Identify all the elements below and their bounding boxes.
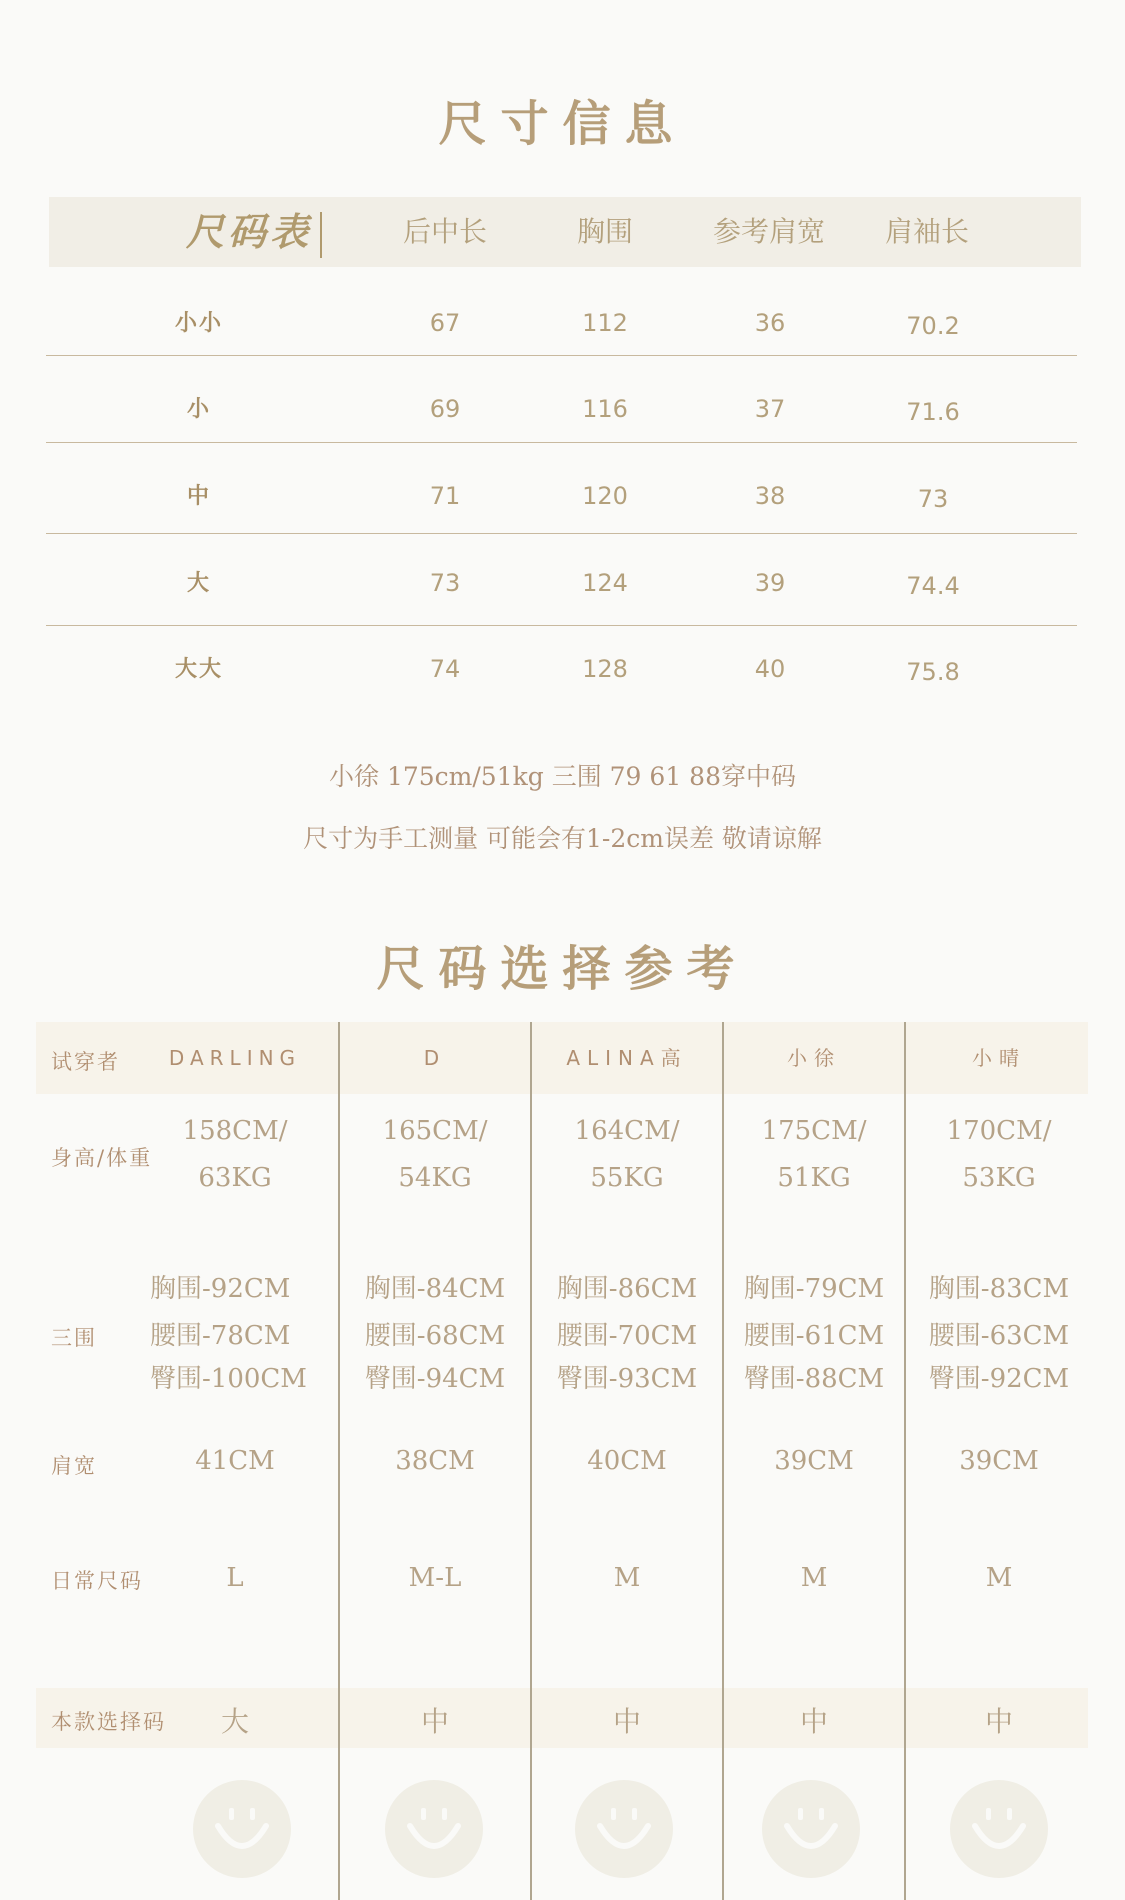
table-cell: 75.8 (906, 658, 960, 686)
column-header-bust: 胸围 (576, 215, 633, 248)
tester-bust: 胸围-83CM (928, 1274, 1070, 1304)
row-label-height-weight: 身高/体重 (51, 1146, 153, 1170)
row-label-chosen-size: 本款选择码 (51, 1710, 166, 1734)
tester-waist: 腰围-61CM (743, 1321, 885, 1351)
tester-shoulder: 38CM (395, 1446, 475, 1476)
tester-hip: 臀围-93CM (556, 1364, 698, 1394)
table-cell: 39 (754, 569, 786, 597)
row-divider (46, 533, 1077, 534)
row-divider (46, 442, 1077, 443)
table-row (0, 626, 1125, 712)
size-reference-title: 尺码选择参考 (376, 941, 749, 997)
tester-height: 165CM/ (382, 1116, 488, 1146)
table-cell: 73 (917, 485, 949, 513)
tester-daily-size: M (800, 1563, 828, 1593)
tester-weight: 51KG (777, 1163, 851, 1193)
tester-bust: 胸围-84CM (364, 1274, 506, 1304)
tester-height: 170CM/ (946, 1116, 1052, 1146)
model-note: 小徐 175cm/51kg 三围 79 61 88穿中码 (329, 762, 796, 791)
table-row (0, 366, 1125, 452)
tester-weight: 63KG (198, 1163, 272, 1193)
row-label-shoulder: 肩宽 (51, 1454, 97, 1478)
column-header-back-length: 后中长 (402, 215, 487, 248)
table-row (0, 280, 1125, 366)
row-label-measurements: 三围 (51, 1326, 97, 1350)
table-cell: 69 (429, 395, 461, 423)
size-table-header (49, 197, 1081, 267)
smiley-face-icon (950, 1780, 1048, 1878)
smiley-face-icon (575, 1780, 673, 1878)
size-info-title: 尺寸信息 (438, 96, 687, 152)
table-cell: 116 (582, 395, 628, 423)
size-name: 小小 (174, 310, 223, 336)
smiley-face-icon (193, 1780, 291, 1878)
tester-shoulder: 41CM (195, 1446, 275, 1476)
tester-waist: 腰围-70CM (556, 1321, 698, 1351)
table-row (0, 453, 1125, 539)
table-cell: 120 (582, 482, 628, 510)
row-divider (46, 355, 1077, 356)
table-cell: 74.4 (906, 572, 960, 600)
tester-height: 158CM/ (182, 1116, 288, 1146)
tester-hip: 臀围-88CM (743, 1364, 885, 1394)
smiley-face-icon (385, 1780, 483, 1878)
table-cell: 74 (429, 655, 461, 683)
table-cell: 37 (754, 395, 786, 423)
size-table-label: 尺码表 (185, 209, 312, 254)
tester-daily-size: M-L (408, 1563, 462, 1593)
tester-daily-size: M (985, 1563, 1013, 1593)
header-divider (320, 212, 322, 258)
table-cell: 71 (429, 482, 461, 510)
row-label-tester: 试穿者 (51, 1050, 120, 1074)
measurement-disclaimer: 尺寸为手工测量 可能会有1-2cm误差 敬请谅解 (303, 824, 822, 853)
tester-bust: 胸围-86CM (556, 1274, 698, 1304)
table-cell: 112 (582, 309, 628, 337)
tester-name: ALINA高 (566, 1046, 688, 1070)
tester-waist: 腰围-63CM (928, 1321, 1070, 1351)
tester-chosen-size: 中 (799, 1705, 828, 1738)
size-name: 大 (186, 570, 211, 596)
tester-hip: 臀围-94CM (364, 1364, 506, 1394)
tester-daily-size: M (613, 1563, 641, 1593)
column-header-shoulder-width: 参考肩宽 (712, 215, 825, 248)
tester-shoulder: 39CM (959, 1446, 1039, 1476)
tester-weight: 53KG (962, 1163, 1036, 1193)
size-name: 小 (186, 396, 211, 422)
size-name: 大大 (174, 656, 223, 682)
tester-hip: 臀围-92CM (928, 1364, 1070, 1394)
row-label-daily-size: 日常尺码 (51, 1569, 143, 1593)
table-row (0, 540, 1125, 626)
tester-bust: 胸围-92CM (150, 1274, 291, 1304)
tester-chosen-size: 中 (420, 1705, 449, 1738)
table-cell: 124 (582, 569, 628, 597)
table-cell: 70.2 (906, 312, 960, 340)
tester-chosen-size: 中 (612, 1705, 641, 1738)
smiley-face-icon (762, 1780, 860, 1878)
column-header-sleeve-length: 肩袖长 (884, 215, 969, 248)
tester-name: DARLING (168, 1046, 302, 1070)
table-cell: 40 (754, 655, 786, 683)
tester-waist: 腰围-68CM (364, 1321, 506, 1351)
tester-weight: 54KG (398, 1163, 472, 1193)
tester-name: 小徐 (787, 1046, 841, 1070)
tester-shoulder: 40CM (587, 1446, 667, 1476)
tester-daily-size: L (226, 1563, 244, 1593)
tester-name: 小晴 (972, 1046, 1026, 1070)
table-cell: 128 (582, 655, 628, 683)
tester-bust: 胸围-79CM (743, 1274, 885, 1304)
tester-chosen-size: 中 (984, 1705, 1013, 1738)
tester-weight: 55KG (590, 1163, 664, 1193)
tester-waist: 腰围-78CM (150, 1321, 291, 1351)
tester-name: D (423, 1046, 447, 1070)
size-name: 中 (186, 483, 211, 509)
tester-hip: 臀围-100CM (150, 1364, 307, 1394)
table-cell: 71.6 (906, 398, 960, 426)
table-cell: 36 (754, 309, 786, 337)
table-cell: 38 (754, 482, 786, 510)
table-cell: 67 (429, 309, 461, 337)
table-cell: 73 (429, 569, 461, 597)
tester-height: 164CM/ (574, 1116, 680, 1146)
tester-chosen-size: 大 (220, 1705, 249, 1738)
tester-height: 175CM/ (761, 1116, 867, 1146)
tester-shoulder: 39CM (774, 1446, 854, 1476)
